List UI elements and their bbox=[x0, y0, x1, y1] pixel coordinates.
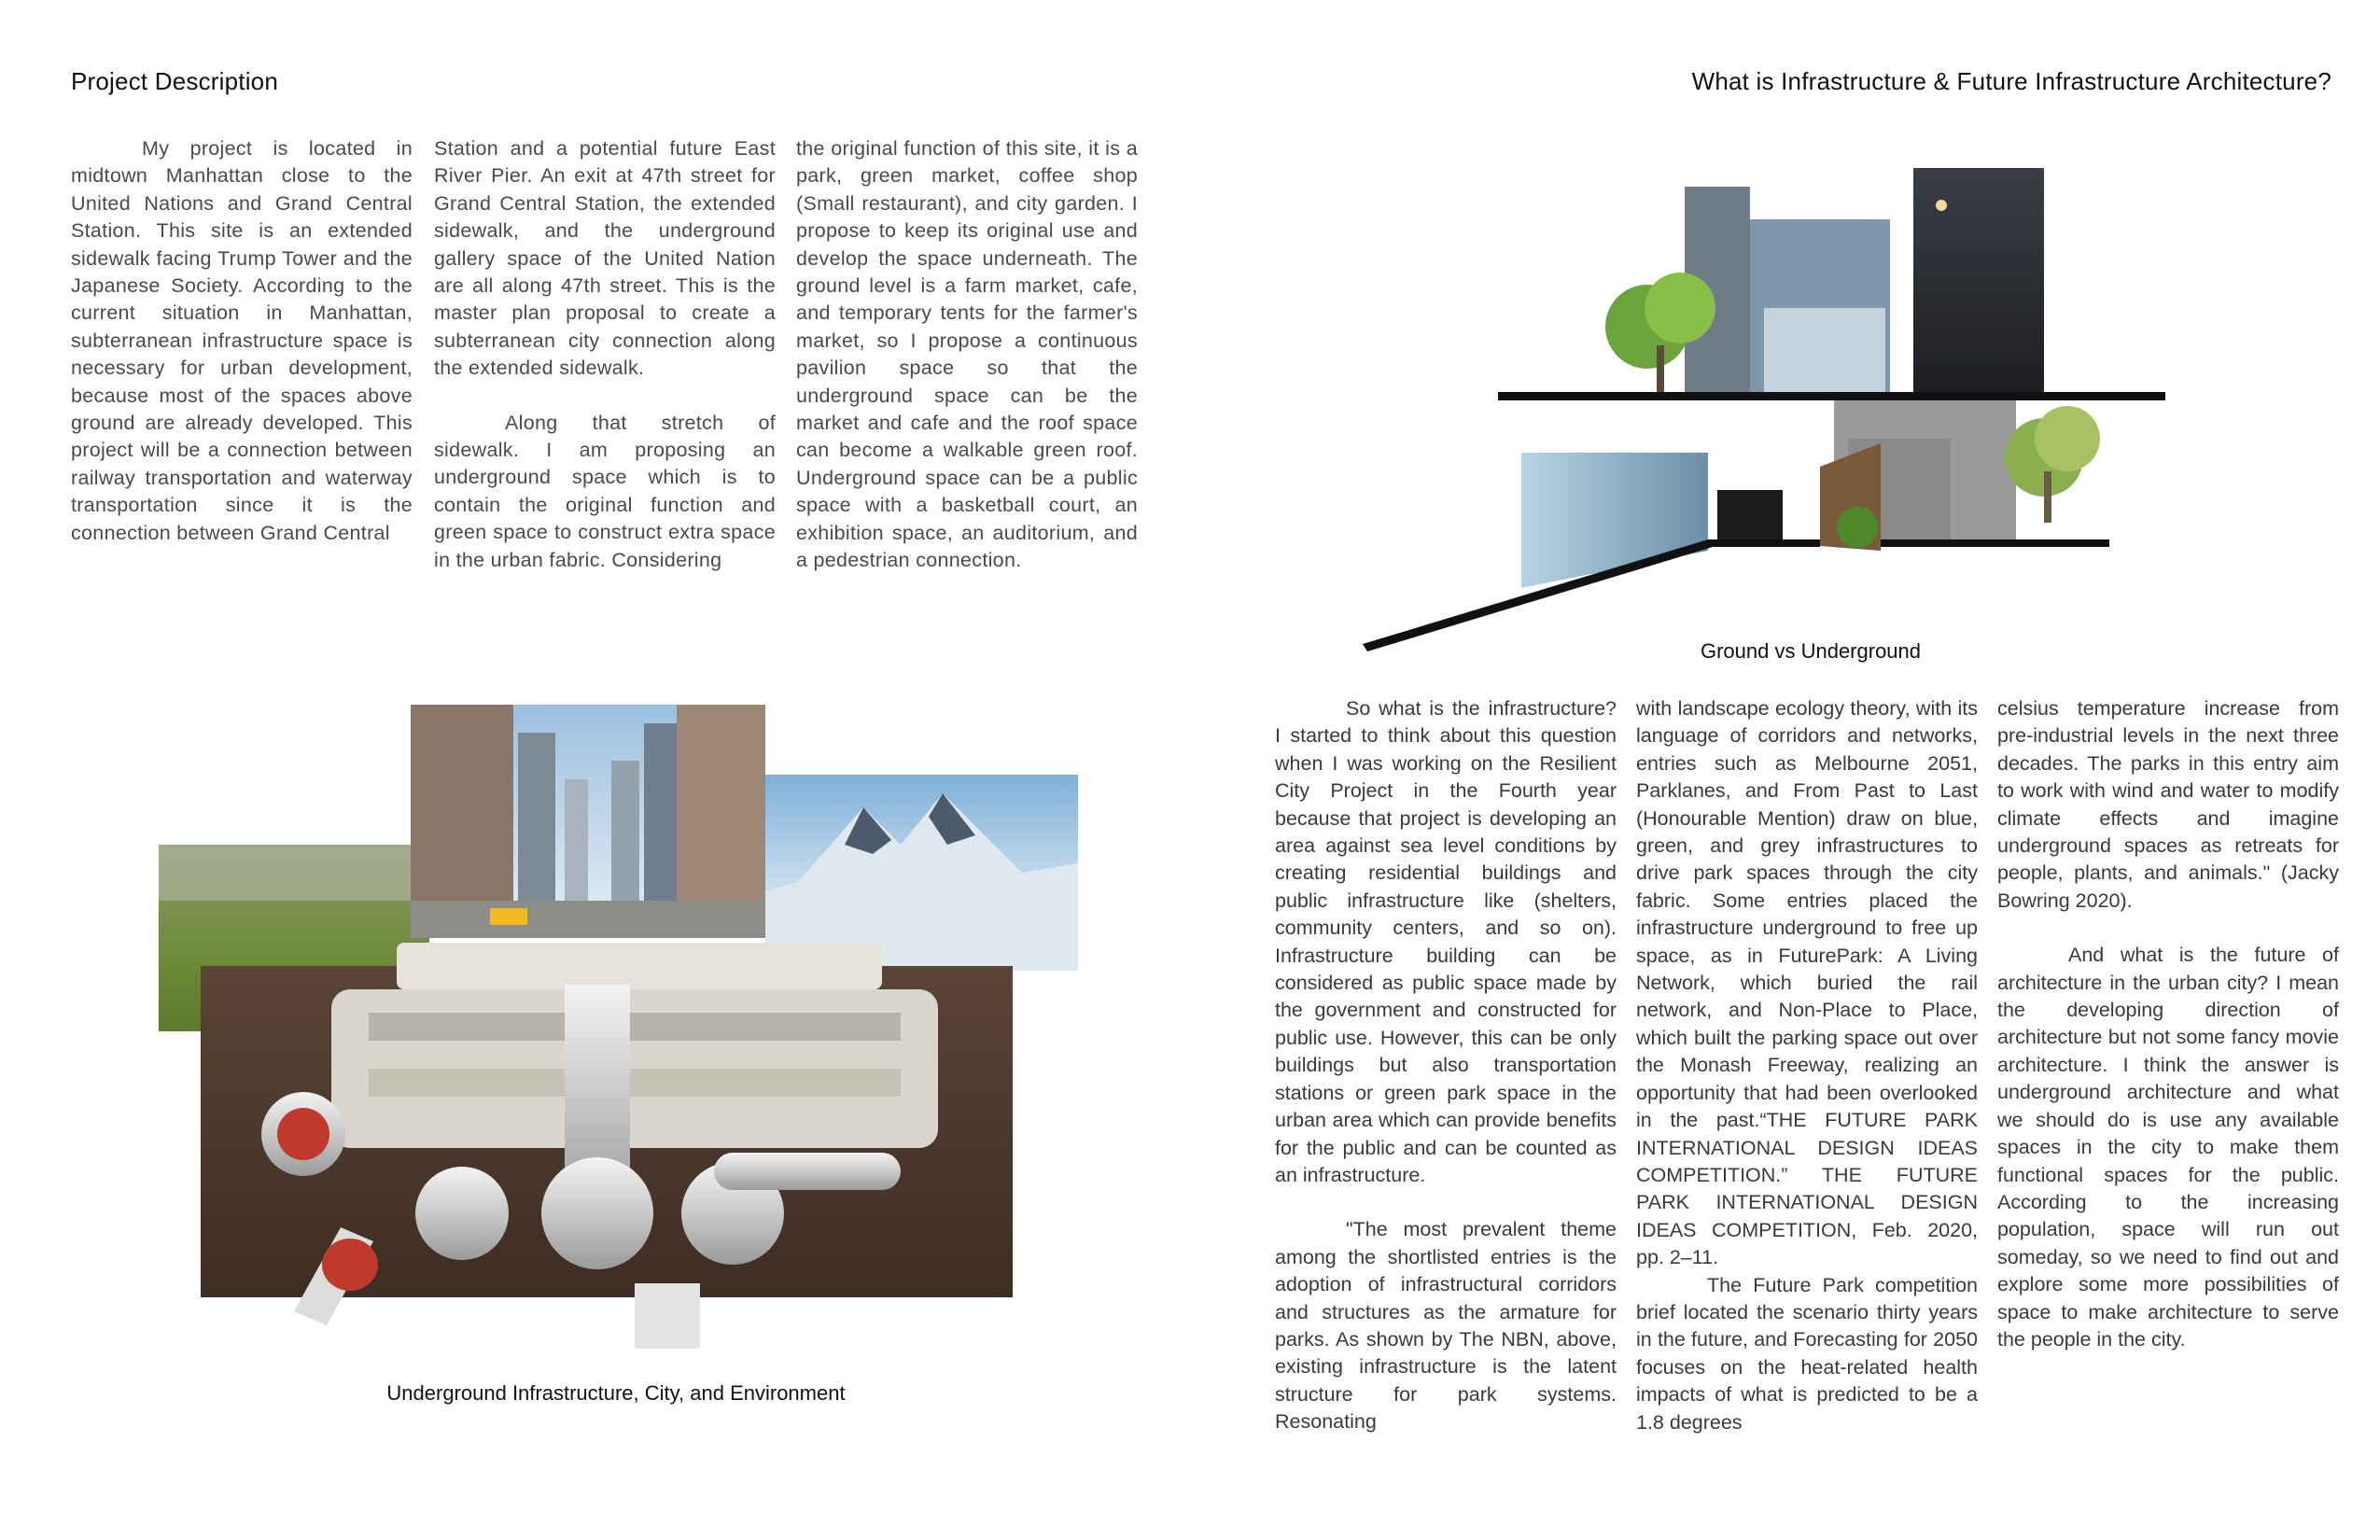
right-figure-caption: Ground vs Underground bbox=[1700, 639, 1922, 663]
paragraph: Along that stretch of sidewalk. I am proposing an underground space which is to contain the original function and green space to construct extra space in the urban fabric. Considering bbox=[434, 411, 776, 571]
paragraph: So what is the infrastructure? I started to think about this question when I was working on the Resilient City Project in the Fourth year because that project is developing an area against sea level conditions by creating residential buildings and public infrastructure like (shelters, community centers, and so on). Infrastructure building can be considered as public space made by the government and constructed for public use. However, this can be only buildings but also transportation stations or green park space in the urban area which can provide benefits for the public and can be counted as an infrastructure. bbox=[1275, 697, 1617, 1186]
underground-infrastructure-graphic bbox=[154, 705, 1078, 1349]
right-page-title: What is Infrastructure & Future Infrastructure Architecture? bbox=[1691, 67, 2331, 95]
paragraph: And what is the future of architecture in the urban city? I mean the developing direction of architecture but not some fancy movie architecture. I think the answer is underground architecture and what we should do is use any available spaces in the city to make them functional spaces for the public. According to the increasing population, space will run out someday, so we need to find out and explore some more possibilities of space to make architecture to serve the people in the city. bbox=[1997, 944, 2339, 1351]
paragraph: "The most prevalent theme among the shortlisted entries is the adoption of infrastructural corridors and structures as the armature for parks. As shown by The NBN, above, existing infrastructure is the latent structure for park systems. Resonating bbox=[1275, 1218, 1617, 1434]
left-page-title: Project Description bbox=[71, 67, 278, 95]
left-text-column-3 bbox=[796, 135, 1138, 575]
ground-vs-underground-collage bbox=[1363, 159, 2165, 681]
right-text-column-3 bbox=[1997, 695, 2339, 1353]
right-text-column-1 bbox=[1275, 695, 1617, 1436]
paragraph: with landscape ecology theory, with its language of corridors and networks, entries such as Melbourne 2051, Parklanes, and From Past to Last (Honourable Mention) draw on blue, green, and grey infrastructures to drive park spaces through the city fabric. Some entries placed the infrastructure underground to free up space, as in FuturePark: A Living Network, which buried the rail network, and Non-Place to Place, which built the parking space out over the Monash Freeway, realizing an opportunity that had been overlooked in the past.“THE FUTURE PARK INTERNATIONAL DESIGN IDEAS COMPETITION.” THE FUTURE PARK INTERNATIONAL DESIGN IDEAS COMPETITION, Feb. 2020, pp. 2–11. bbox=[1636, 697, 1978, 1269]
paragraph: the original function of this site, it is a park, green market, coffee shop (Small restaurant), and city garden. I propose to keep its original use and develop the space underneath. The ground level is a farm market, cafe, and temporary tents for the farmer's market, so I propose a continuous pavilion space so that the underground space can be the market and cafe and the roof space can become a walkable green roof. Underground space can be a public space with a basketball court, an exhibition space, an auditorium, and a pedestrian connection. bbox=[796, 137, 1138, 572]
left-figure-caption: Underground Infrastructure, City, and Environment bbox=[386, 1381, 846, 1405]
ground-vs-underground-graphic bbox=[1363, 159, 2165, 681]
paragraph: My project is located in midtown Manhattan close to the United Nations and Grand Central Station. This site is an extended sidewalk facing Trump Tower and the Japanese Society. According to the current situation in Manhattan, subterranean infrastructure space is necessary for urban development, because most of the spaces above ground are already developed. This project will be a connection between railway transportation and waterway transportation since it is the connection between Grand Central bbox=[71, 137, 413, 544]
underground-infrastructure-illustration bbox=[154, 705, 1078, 1349]
right-text-column-2 bbox=[1636, 695, 1978, 1436]
left-text-column-2 bbox=[434, 135, 776, 574]
paragraph: Station and a potential future East River Pier. An exit at 47th street for Grand Central Station, the extended sidewalk, and the underground gallery space of the United Nation are all along 47th street. This is the master plan proposal to create a subterranean city connection along the extended sidewalk. bbox=[434, 137, 776, 380]
left-text-column-1 bbox=[71, 135, 413, 547]
paragraph: celsius temperature increase from pre-industrial levels in the next three decades. The parks in this entry aim to work with wind and water to modify climate effects and imagine underground spaces as retreats for people, plants, and animals." (Jacky Bowring 2020). bbox=[1997, 697, 2339, 912]
paragraph: The Future Park competition brief located the scenario thirty years in the future, and Forecasting for 2050 focuses on the heat-related health impacts of what is predicted to be a 1.8 degrees bbox=[1636, 1273, 1978, 1434]
